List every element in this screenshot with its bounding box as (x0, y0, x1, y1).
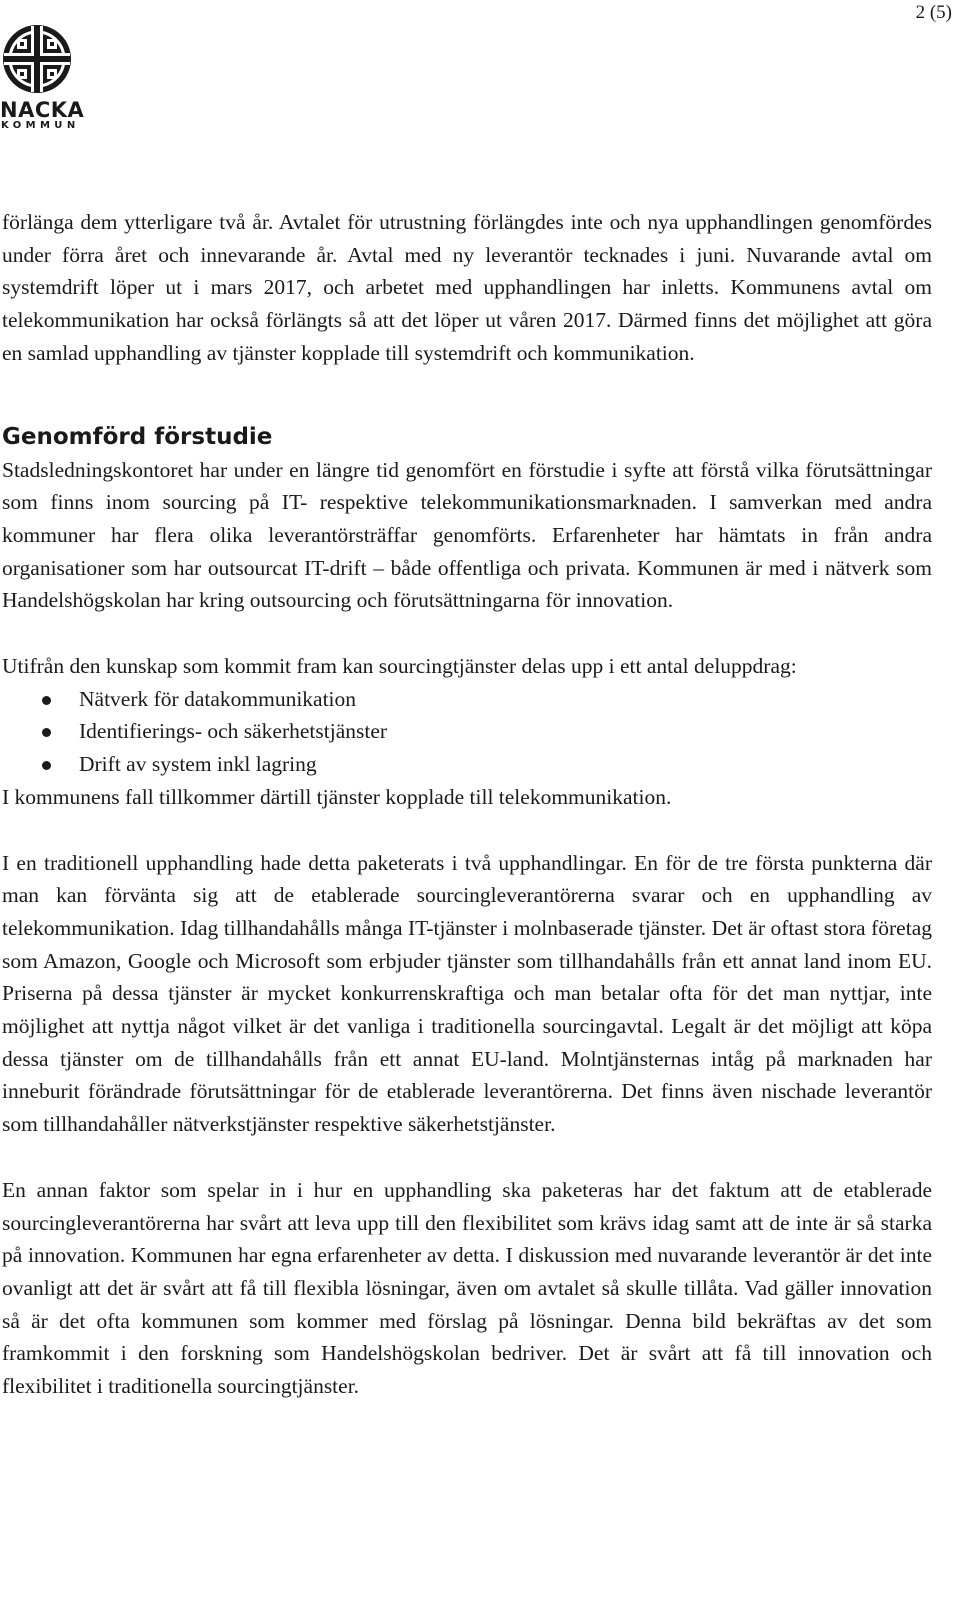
bullet-icon (42, 696, 51, 705)
paragraph-3: Utifrån den kunskap som kommit fram kan sourcingtjänster delas upp i ett antal deluppdrag: (2, 654, 797, 679)
page-number: 2 (5) (915, 2, 952, 23)
paragraph-1: förlänga dem ytterligare två år. Avtalet för utrustning förlängdes inte och nya upphandlingen genomfördes under förra året och innevarande år. Avtal med ny leverantör tecknades i juni. Nuvarande avtal om systemdrift löper ut i mars 2017, och arbetet med upphandlingen har inletts. Kommunens avtal om telekommunikation har också förlängts så att det löper ut våren 2017. Därmed finns det möjlighet att göra en samlad upphandling av tjänster kopplade till systemdrift och kommunikation. (2, 210, 932, 365)
list-item (2, 683, 932, 716)
bullet-icon (42, 728, 51, 737)
logo-title: NACKA (0, 98, 85, 122)
paragraph-6: En annan faktor som spelar in i hur en upphandling ska paketeras har det faktum att de etablerade sourcingleverantörerna har svårt att leva upp till den flexibilitet som krävs idag samt att de inte är så starka på innovation. Kommunen har egna erfarenheter av detta. I diskussion med nuvarande leverantör är det inte ovanligt att det är svårt att få till flexibla lösningar, även om avtalet så skulle tillåta. Vad gäller innovation så är det ofta kommunen som kommer med förslag på lösningar. Denna bild bekräftas av det som framkommit i den forskning som Handelshögskolan bedriver. Det är svårt att få till innovation och flexibilitet i traditionella sourcingtjänster. (2, 1177, 932, 1399)
list-item-text: Nätverk för datakommunikation (79, 686, 357, 711)
list-item-text: Identifierings- och säkerhetstjänster (79, 719, 388, 744)
nacka-emblem-icon (0, 22, 74, 96)
paragraph-5: I en traditionell upphandling hade detta paketerats i två upphandlingar. En för de tre första punkterna där man kan förvänta sig att de etablerade sourcingleverantörerna svarar och en upphandling av telekommunikation. Idag tillhandahålls många IT-tjänster i molnbaserade tjänster. Det är oftast stora företag som Amazon, Google och Microsoft som erbjuder tjänster som tillhandahålls från ett annat land inom EU. Priserna på dessa tjänster är mycket konkurrenskraftiga och man betalar ofta för det man nyttjar, inte möjlighet att nyttja något vilket är det vanliga i traditionella sourcingavtal. Legalt är det möjligt att köpa dessa tjänster om de tillhandahålls från ett annat EU-land. Molntjänsternas intåg på marknaden har inneburit förändrade förutsättningar för de etablerade leverantörerna. Det finns även nischade leverantör som tillhandahåller nätverkstjänster respektive säkerhetstjänster. (2, 850, 932, 1137)
document-body (2, 206, 932, 1403)
paragraph-2: Stadsledningskontoret har under en längre tid genomfört en förstudie i syfte att förstå vilka förutsättningar som finns inom sourcing på IT- respektive telekommunikationsmarknaden. I samverkan med andra kommuner har flera olika leverantörsträffar genomförts. Erfarenheter har hämtats in från andra organisationer som har outsourcat IT-drift – både offentliga och privata. Kommunen är med i nätverk som Handelshögskolan har kring outsourcing och förutsättningarna för innovation. (2, 457, 932, 613)
section-heading: Genomförd förstudie (2, 423, 273, 450)
nacka-kommun-logo (0, 22, 110, 132)
list-item (2, 748, 932, 781)
bullet-icon (42, 761, 51, 770)
list-item-text: Drift av system inkl lagring (79, 752, 317, 777)
paragraph-4: I kommunens fall tillkommer därtill tjänster kopplade till telekommunikation. (2, 784, 672, 809)
list-item (2, 715, 932, 748)
logo-subtitle: KOMMUN (1, 120, 80, 131)
bullet-list (2, 683, 932, 781)
